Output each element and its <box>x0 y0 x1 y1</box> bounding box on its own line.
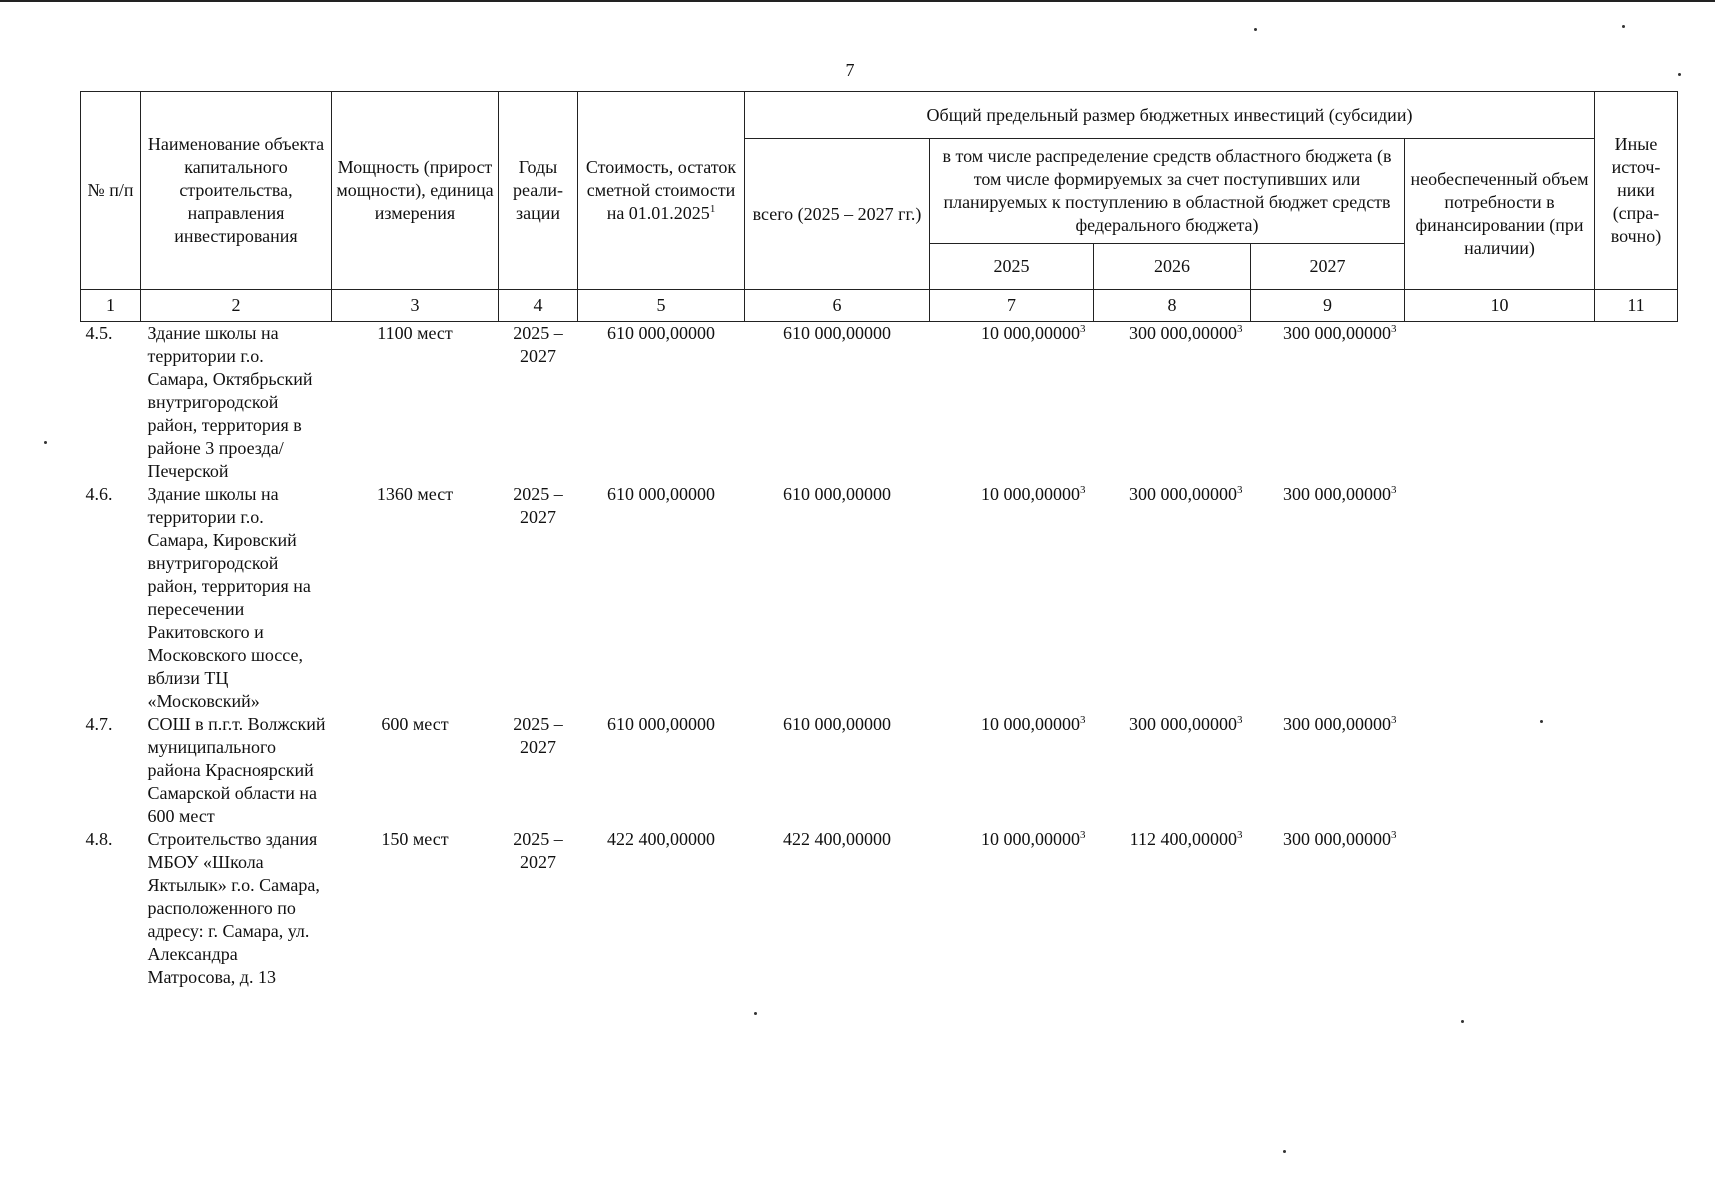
footnote-mark: 3 <box>1391 829 1397 841</box>
footnote-mark: 3 <box>1237 714 1243 726</box>
header-col-cost-text: Стоимость, остаток сметной стоимости на 01.01.2025 <box>585 157 737 223</box>
table-row <box>81 322 1678 484</box>
row-amount-2027 <box>1251 828 1405 989</box>
row-object-name: Здание школы на территории г.о. Самара, Октябрьский внутригородской район, территория в районе 3 проезда/ Печерской <box>147 323 313 481</box>
row-number: 4.6. <box>85 484 113 504</box>
row-capacity: 1100 мест <box>377 323 453 343</box>
row-total: 610 000,00000 <box>783 484 891 504</box>
row-amount-2026 <box>1094 322 1251 484</box>
row-object-name: Здание школы на территории г.о. Самара, Кировский внутригородской район, территория на пересечении Ракитовского и Московского шоссе, вблизи ТЦ «Московский» <box>147 484 311 711</box>
row-capacity: 1360 мест <box>376 484 454 504</box>
header-year-2025: 2025 <box>930 244 1094 290</box>
row-capacity: 600 мест <box>381 714 449 734</box>
row-capacity: 150 мест <box>381 829 449 849</box>
row-amount-2025 <box>930 483 1094 713</box>
row-amount-2026 <box>1094 713 1251 828</box>
header-col-num: № п/п <box>81 92 141 290</box>
row-unfunded <box>1405 713 1595 828</box>
row-amount-2027 <box>1251 713 1405 828</box>
footnote-mark: 1 <box>709 203 716 215</box>
header-col-capacity: Мощность (прирост мощности), единица измерения <box>332 92 499 290</box>
row-unfunded <box>1405 828 1595 989</box>
row-number: 4.5. <box>85 323 113 343</box>
header-col-years: Годы реали-зации <box>499 92 578 290</box>
row-cost: 422 400,00000 <box>607 829 715 849</box>
scan-speck <box>1622 25 1625 28</box>
column-number: 2 <box>141 290 332 322</box>
header-col-cost <box>578 92 745 290</box>
row-total: 610 000,00000 <box>783 714 891 734</box>
row-amount-2027 <box>1251 483 1405 713</box>
footnote-mark: 3 <box>1237 829 1243 841</box>
row-number: 4.7. <box>85 714 113 734</box>
scan-speck <box>1283 1150 1286 1153</box>
row-unfunded <box>1405 322 1595 484</box>
footnote-mark: 3 <box>1391 484 1397 496</box>
row-amount-2026 <box>1094 483 1251 713</box>
table-row <box>81 828 1678 989</box>
column-number: 1 <box>81 290 141 322</box>
amount-value: 300 000,00000 <box>1129 484 1237 504</box>
footnote-mark: 3 <box>1391 323 1397 335</box>
row-years: 2025 – 2027 <box>513 484 563 527</box>
amount-value: 300 000,00000 <box>1129 714 1237 734</box>
investment-table-container <box>80 91 1677 989</box>
amount-value: 10 000,00000 <box>981 714 1080 734</box>
row-amount-2025 <box>930 713 1094 828</box>
column-number: 7 <box>930 290 1094 322</box>
row-other <box>1595 713 1678 828</box>
column-number: 4 <box>499 290 578 322</box>
amount-value: 300 000,00000 <box>1283 829 1391 849</box>
scan-speck <box>1254 28 1257 31</box>
row-total: 422 400,00000 <box>783 829 891 849</box>
column-number: 3 <box>332 290 499 322</box>
column-number-row <box>81 290 1678 322</box>
row-amount-2025 <box>930 322 1094 484</box>
amount-value: 10 000,00000 <box>981 829 1080 849</box>
footnote-mark: 3 <box>1080 323 1086 335</box>
column-number: 11 <box>1595 290 1678 322</box>
row-years: 2025 – 2027 <box>513 323 563 366</box>
row-other <box>1595 828 1678 989</box>
investment-table <box>80 91 1678 989</box>
footnote-mark: 3 <box>1237 323 1243 335</box>
amount-value: 300 000,00000 <box>1283 714 1391 734</box>
row-amount-2027 <box>1251 322 1405 484</box>
table-header <box>81 92 1678 322</box>
amount-value: 10 000,00000 <box>981 323 1080 343</box>
column-number: 5 <box>578 290 745 322</box>
header-year-2026: 2026 <box>1094 244 1251 290</box>
header-col-unfunded: необеспеченный объем потребности в финансировании (при наличии) <box>1405 139 1595 290</box>
table-row <box>81 483 1678 713</box>
amount-value: 300 000,00000 <box>1283 484 1391 504</box>
table-body <box>81 322 1678 990</box>
header-year-2027: 2027 <box>1251 244 1405 290</box>
scan-speck <box>1461 1020 1464 1023</box>
footnote-mark: 3 <box>1391 714 1397 726</box>
amount-value: 10 000,00000 <box>981 484 1080 504</box>
footnote-mark: 3 <box>1080 714 1086 726</box>
column-number: 10 <box>1405 290 1595 322</box>
row-cost: 610 000,00000 <box>607 484 715 504</box>
header-col-other: Иные источ-ники (спра-вочно) <box>1595 92 1678 290</box>
amount-value: 300 000,00000 <box>1283 323 1391 343</box>
row-amount-2026 <box>1094 828 1251 989</box>
scan-speck <box>754 1012 757 1015</box>
footnote-mark: 3 <box>1080 829 1086 841</box>
row-years: 2025 – 2027 <box>513 714 563 757</box>
header-subgroup-title: в том числе распределение средств областного бюджета (в том числе формируемых за счет поступивших или планируемых к поступлению в областной бюджет средств федерального бюджета) <box>930 139 1405 244</box>
footnote-mark: 3 <box>1237 484 1243 496</box>
scan-speck <box>44 441 47 444</box>
row-other <box>1595 322 1678 484</box>
top-border-line <box>0 0 1715 2</box>
amount-value: 300 000,00000 <box>1129 323 1237 343</box>
header-col-total: всего (2025 – 2027 гг.) <box>745 139 930 290</box>
header-col-name: Наименование объекта капитального строительства, направления инвестирования <box>141 92 332 290</box>
column-number: 6 <box>745 290 930 322</box>
header-group-title: Общий предельный размер бюджетных инвестиций (субсидии) <box>745 92 1595 139</box>
scan-speck <box>1540 720 1543 723</box>
amount-value: 112 400,00000 <box>1129 829 1237 849</box>
row-object-name: СОШ в п.г.т. Волжский муниципального района Красноярский Самарской области на 600 мест <box>147 714 326 826</box>
row-cost: 610 000,00000 <box>607 323 715 343</box>
footnote-mark: 3 <box>1080 484 1086 496</box>
table-row <box>81 713 1678 828</box>
row-cost: 610 000,00000 <box>607 714 715 734</box>
page-number: 7 <box>845 60 855 80</box>
row-total: 610 000,00000 <box>783 323 891 343</box>
row-object-name: Строительство здания МБОУ «Школа Яктылык» г.о. Самара, расположенного по адресу: г. Самара, ул. Александра Матросова, д. 13 <box>147 829 320 987</box>
row-other <box>1595 483 1678 713</box>
row-amount-2025 <box>930 828 1094 989</box>
column-number: 8 <box>1094 290 1251 322</box>
row-unfunded <box>1405 483 1595 713</box>
row-years: 2025 – 2027 <box>513 829 563 872</box>
row-number: 4.8. <box>85 829 113 849</box>
column-number: 9 <box>1251 290 1405 322</box>
scan-speck <box>1678 73 1681 76</box>
